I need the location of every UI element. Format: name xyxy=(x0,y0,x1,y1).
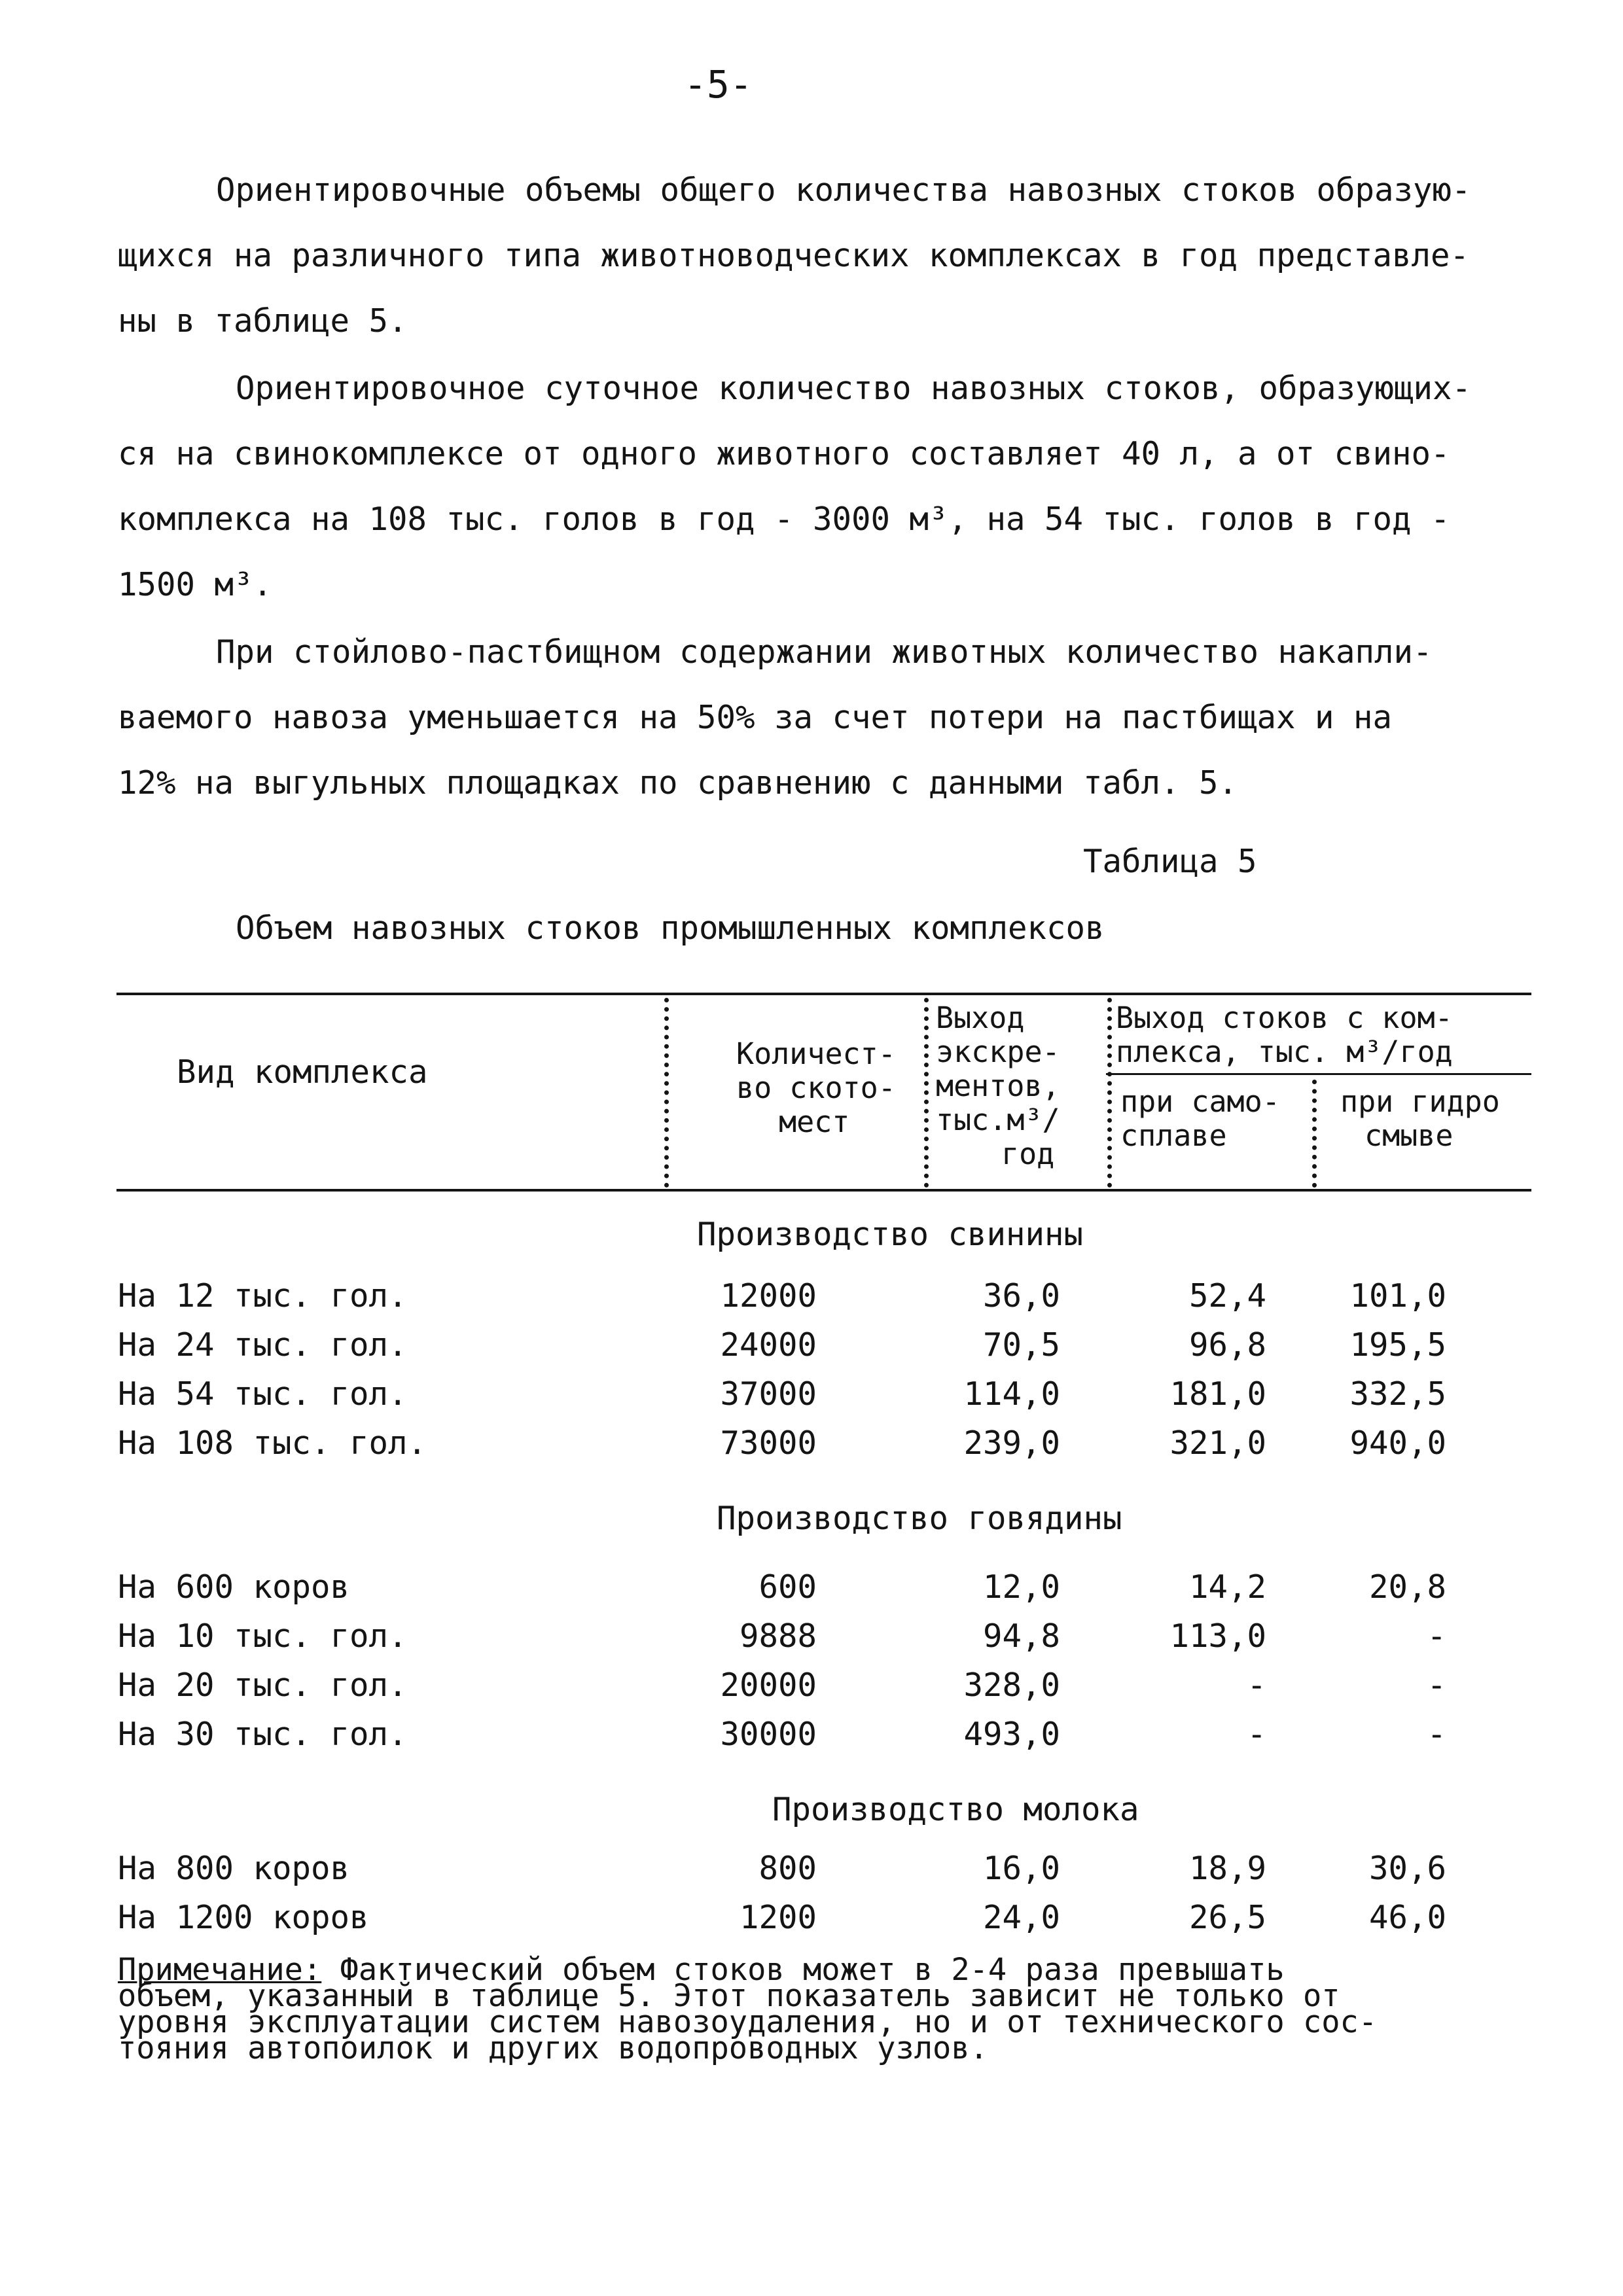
paragraph-2-line-2: ся на свинокомплексе от одного животного составляет 40 л, а от свино- xyxy=(118,435,1450,472)
row-excrement: 16,0 xyxy=(982,1850,1060,1887)
row-hydro: - xyxy=(1427,1617,1446,1655)
row-excrement: 239,0 xyxy=(963,1424,1060,1462)
paragraph-2-line-1: Ориентировочное суточное количество навозных стоков, образующих- xyxy=(236,370,1472,407)
row-hydro: - xyxy=(1427,1667,1446,1704)
table-subheader-rule xyxy=(1106,1073,1531,1075)
row-self-flow: 26,5 xyxy=(1188,1899,1266,1936)
row-self-flow: 14,2 xyxy=(1188,1568,1266,1606)
row-count: 1200 xyxy=(739,1899,817,1936)
row-excrement: 94,8 xyxy=(982,1617,1060,1655)
row-count: 600 xyxy=(758,1568,817,1606)
row-count: 24000 xyxy=(720,1326,817,1364)
paragraph-3-line-2: ваемого навоза уменьшается на 50% за счет потери на пастбищах и на xyxy=(118,699,1393,736)
paragraph-1-line-1: Ориентировочные объемы общего количества навозных стоков образую- xyxy=(216,171,1471,209)
paragraph-2-line-3: комплекса на 108 тыс. голов в год - 3000 м³, на 54 тыс. голов в год - xyxy=(118,501,1450,538)
header-count-line-2: во ското- xyxy=(736,1070,896,1105)
note-label: Примечание: xyxy=(118,1952,322,1988)
header-excrement-line-3: ментов, xyxy=(936,1069,1060,1103)
table-label: Таблица 5 xyxy=(1083,843,1257,880)
row-label: На 600 коров xyxy=(118,1568,350,1606)
row-excrement: 114,0 xyxy=(963,1375,1060,1413)
row-excrement: 328,0 xyxy=(963,1667,1060,1704)
paragraph-3-line-3: 12% на выгульных площадках по сравнению с данными табл. 5. xyxy=(118,764,1238,802)
page-number: -5- xyxy=(684,62,753,107)
header-hydro-line-1: при гидро xyxy=(1340,1084,1500,1119)
header-outflow-line-2: плекса, тыс. м³/год xyxy=(1116,1034,1453,1069)
row-hydro: 940,0 xyxy=(1349,1424,1446,1462)
row-hydro: 20,8 xyxy=(1368,1568,1446,1606)
header-self-flow-line-2: сплаве xyxy=(1120,1118,1227,1153)
table-top-rule xyxy=(116,993,1531,995)
header-count-line-1: Количест- xyxy=(736,1036,896,1071)
row-count: 9888 xyxy=(739,1617,817,1655)
row-excrement: 493,0 xyxy=(963,1716,1060,1753)
row-label: На 12 тыс. гол. xyxy=(118,1277,408,1315)
row-label: На 10 тыс. гол. xyxy=(118,1617,408,1655)
row-hydro: - xyxy=(1427,1716,1446,1753)
row-count: 20000 xyxy=(720,1667,817,1704)
paragraph-1-line-3: ны в таблице 5. xyxy=(118,302,408,340)
row-label: На 800 коров xyxy=(118,1850,350,1887)
header-excrement-line-1: Выход xyxy=(936,1000,1025,1035)
row-self-flow: 321,0 xyxy=(1169,1424,1266,1462)
header-outflow-line-1: Выход стоков с ком- xyxy=(1116,1000,1453,1035)
column-divider-1 xyxy=(664,998,669,1188)
section-title-beef: Производство говядины xyxy=(717,1500,1122,1537)
row-excrement: 12,0 xyxy=(982,1568,1060,1606)
row-label: На 108 тыс. гол. xyxy=(118,1424,427,1462)
section-title-pork: Производство свинины xyxy=(697,1216,1084,1253)
header-hydro-line-2: смыве xyxy=(1364,1118,1454,1153)
row-excrement: 70,5 xyxy=(982,1326,1060,1364)
note-line-3: уровня эксплуатации систем навозоудаления, но и от технического сос- xyxy=(118,2004,1378,2040)
column-divider-3 xyxy=(1107,998,1112,1188)
paragraph-1-line-2: щихся на различного типа животноводческих комплексах в год представле- xyxy=(118,237,1470,274)
row-count: 37000 xyxy=(720,1375,817,1413)
row-label: На 24 тыс. гол. xyxy=(118,1326,408,1364)
note-text-first: Фактический объем стоков может в 2-4 раза превышать xyxy=(321,1952,1285,1988)
row-label: На 1200 коров xyxy=(118,1899,369,1936)
note-line-4: тояния автопоилок и других водопроводных узлов. xyxy=(118,2030,988,2066)
row-self-flow: - xyxy=(1247,1716,1266,1753)
row-label: На 30 тыс. гол. xyxy=(118,1716,408,1753)
row-count: 800 xyxy=(758,1850,817,1887)
row-hydro: 30,6 xyxy=(1368,1850,1446,1887)
row-self-flow: 52,4 xyxy=(1188,1277,1266,1315)
column-divider-4 xyxy=(1312,1080,1317,1188)
row-excrement: 24,0 xyxy=(982,1899,1060,1936)
row-hydro: 195,5 xyxy=(1349,1326,1446,1364)
row-self-flow: - xyxy=(1247,1667,1266,1704)
column-divider-2 xyxy=(924,998,929,1188)
header-excrement-line-5: год xyxy=(1001,1137,1055,1171)
note-line-2: объем, указанный в таблице 5. Этот показатель зависит не только от xyxy=(118,1978,1340,2014)
row-hydro: 46,0 xyxy=(1368,1899,1446,1936)
header-excrement-line-4: тыс.м³/ xyxy=(936,1103,1060,1137)
row-self-flow: 18,9 xyxy=(1188,1850,1266,1887)
paragraph-3-line-1: При стойлово-пастбищном содержании животных количество накапли- xyxy=(216,633,1433,671)
row-excrement: 36,0 xyxy=(982,1277,1060,1315)
header-count-line-3: мест xyxy=(779,1104,850,1139)
row-count: 12000 xyxy=(720,1277,817,1315)
header-excrement-line-2: экскре- xyxy=(936,1034,1060,1069)
row-hydro: 101,0 xyxy=(1349,1277,1446,1315)
section-title-milk: Производство молока xyxy=(772,1791,1139,1828)
header-complex-type: Вид комплекса xyxy=(177,1053,428,1091)
row-label: На 20 тыс. гол. xyxy=(118,1667,408,1704)
row-label: На 54 тыс. гол. xyxy=(118,1375,408,1413)
row-self-flow: 96,8 xyxy=(1188,1326,1266,1364)
paragraph-2-line-4: 1500 м³. xyxy=(118,566,273,603)
row-count: 73000 xyxy=(720,1424,817,1462)
row-count: 30000 xyxy=(720,1716,817,1753)
header-self-flow-line-1: при само- xyxy=(1120,1084,1280,1119)
row-self-flow: 113,0 xyxy=(1169,1617,1266,1655)
table-title: Объем навозных стоков промышленных комплексов xyxy=(236,910,1105,947)
table-header-bottom-rule xyxy=(116,1189,1531,1192)
row-hydro: 332,5 xyxy=(1349,1375,1446,1413)
row-self-flow: 181,0 xyxy=(1169,1375,1266,1413)
